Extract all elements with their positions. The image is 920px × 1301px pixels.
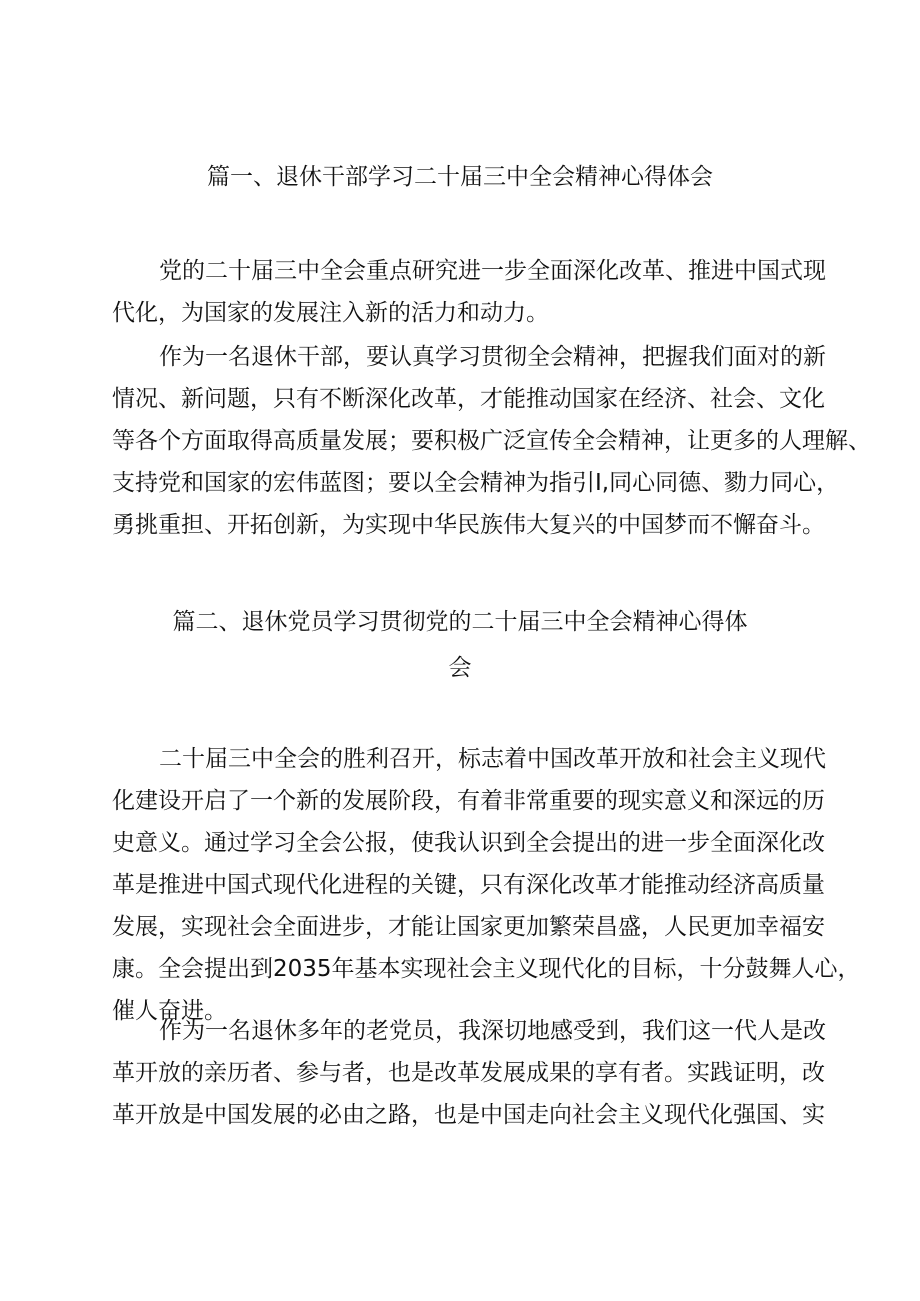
section1-paragraph-1 <box>112 250 842 334</box>
text-line: 革开放是中国发展的必由之路，也是中国走向社会主义现代化强国、实 <box>112 1102 825 1128</box>
text-line: 作为一名退休多年的老党员，我深切地感受到，我们这一代人是改 <box>159 1018 826 1044</box>
section2-title-line-2: 会 <box>448 655 472 681</box>
text-line: 勇挑重担、开拓创新，为实现中华民族伟大复兴的中国梦而不懈奋斗。 <box>112 512 825 538</box>
text-line: 作为一名退休干部，要认真学习贯彻全会精神，把握我们面对的新 <box>159 344 826 370</box>
text-line: 革是推进中国式现代化进程的关键，只有深化改革才能推动经济高质量 <box>112 872 825 898</box>
text-line: 催人奋进。 <box>112 998 227 1024</box>
text-line: 史意义。通过学习全会公报，使我认识到全会提出的进一步全面深化改 <box>112 830 825 856</box>
text-line: 二十届三中全会的胜利召开，标志着中国改革开放和社会主义现代 <box>159 746 826 772</box>
section2-title-line-1: 篇二、退休党员学习贯彻党的二十届三中全会精神心得体 <box>172 609 748 635</box>
text-line: 代化，为国家的发展注入新的活力和动力。 <box>112 300 549 326</box>
text-line: 革开放的亲历者、参与者，也是改革发展成果的享有者。实践证明，改 <box>112 1060 825 1086</box>
text-line: 化建设开启了一个新的发展阶段，有着非常重要的现实意义和深远的历 <box>112 788 825 814</box>
text-line: 情况、新问题，只有不断深化改革，才能推动国家在经济、社会、文化 <box>112 386 825 412</box>
section2-paragraph-1 <box>112 738 861 1032</box>
text-line: 党的二十届三中全会重点研究进一步全面深化改革、推进中国式现 <box>159 258 826 284</box>
section1-paragraph-2 <box>112 336 871 546</box>
section2-paragraph-2 <box>112 1010 842 1136</box>
text-line: 发展，实现社会全面进步，才能让国家更加繁荣昌盛，人民更加幸福安 <box>112 914 825 940</box>
text-line: 康。全会提出到2035年基本实现社会主义现代化的目标，十分鼓舞人心， <box>112 956 861 982</box>
text-line: 支持党和国家的宏伟蓝图；要以全会精神为指引I,同心同德、勠力同心， <box>112 470 840 496</box>
text-line: 等各个方面取得高质量发展；要积极广泛宣传全会精神，让更多的人理解、 <box>112 428 871 454</box>
section1-title: 篇一、退休干部学习二十届三中全会精神心得体会 <box>207 164 713 190</box>
